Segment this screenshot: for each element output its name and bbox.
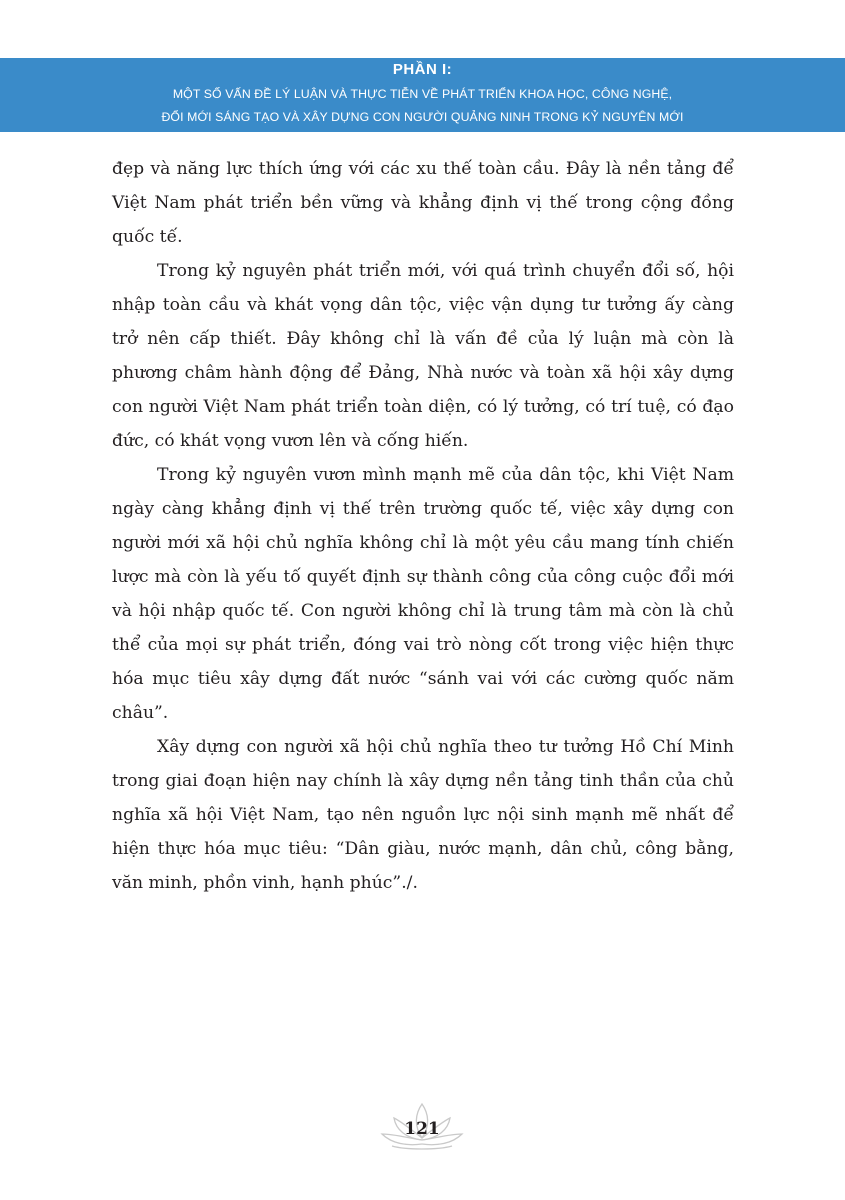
- header-title-line-2: ĐỔI MỚI SÁNG TẠO VÀ XÂY DỰNG CON NGƯỜI QUẢNG NINH TRONG KỶ NGUYÊN MỚI: [161, 110, 684, 124]
- page-number: 121: [404, 1119, 440, 1139]
- paragraph-continuation: đẹp và năng lực thích ứng với các xu thế toàn cầu. Đây là nền tảng để Việt Nam phát triển bền vững và khẳng định vị thế trong cộng đồng quốc tế.: [112, 159, 734, 247]
- chapter-header-banner: [0, 58, 845, 132]
- header-title-line-1: MỘT SỐ VẤN ĐỀ LÝ LUẬN VÀ THỰC TIỄN VỀ PHÁT TRIỂN KHOA HỌC, CÔNG NGHỆ,: [172, 87, 673, 101]
- paragraph: Xây dựng con người xã hội chủ nghĩa theo tư tưởng Hồ Chí Minh trong giai đoạn hiện nay chính là xây dựng nền tảng tinh thần của chủ nghĩa xã hội Việt Nam, tạo nên nguồn lực nội sinh mạnh mẽ nhất để hiện thực hóa mục tiêu: “Dân giàu, nước mạnh, dân chủ, công bằng, văn minh, phồn vinh, hạnh phúc”./.: [112, 737, 734, 893]
- paragraph: Trong kỷ nguyên vươn mình mạnh mẽ của dân tộc, khi Việt Nam ngày càng khẳng định vị thế trên trường quốc tế, việc xây dựng con người mới xã hội chủ nghĩa không chỉ là một yêu cầu mang tính chiến lược mà còn là yếu tố quyết định sự thành công của công cuộc đổi mới và hội nhập quốc tế. Con người không chỉ là trung tâm mà còn là chủ thể của mọi sự phát triển, đóng vai trò nòng cốt trong việc hiện thực hóa mục tiêu xây dựng đất nước “sánh vai với các cường quốc năm châu”.: [112, 465, 734, 723]
- page-body: [112, 152, 734, 900]
- paragraph: Trong kỷ nguyên phát triển mới, với quá trình chuyển đổi số, hội nhập toàn cầu và khát vọng dân tộc, việc vận dụng tư tưởng ấy càng trở nên cấp thiết. Đây không chỉ là vấn đề của lý luận mà còn là phương châm hành động để Đảng, Nhà nước và toàn xã hội xây dựng con người Việt Nam phát triển toàn diện, có lý tưởng, có trí tuệ, có đạo đức, có khát vọng vươn lên và cống hiến.: [112, 261, 734, 451]
- page-footer: [372, 1098, 472, 1158]
- header-part-label: PHẦN I:: [392, 61, 453, 78]
